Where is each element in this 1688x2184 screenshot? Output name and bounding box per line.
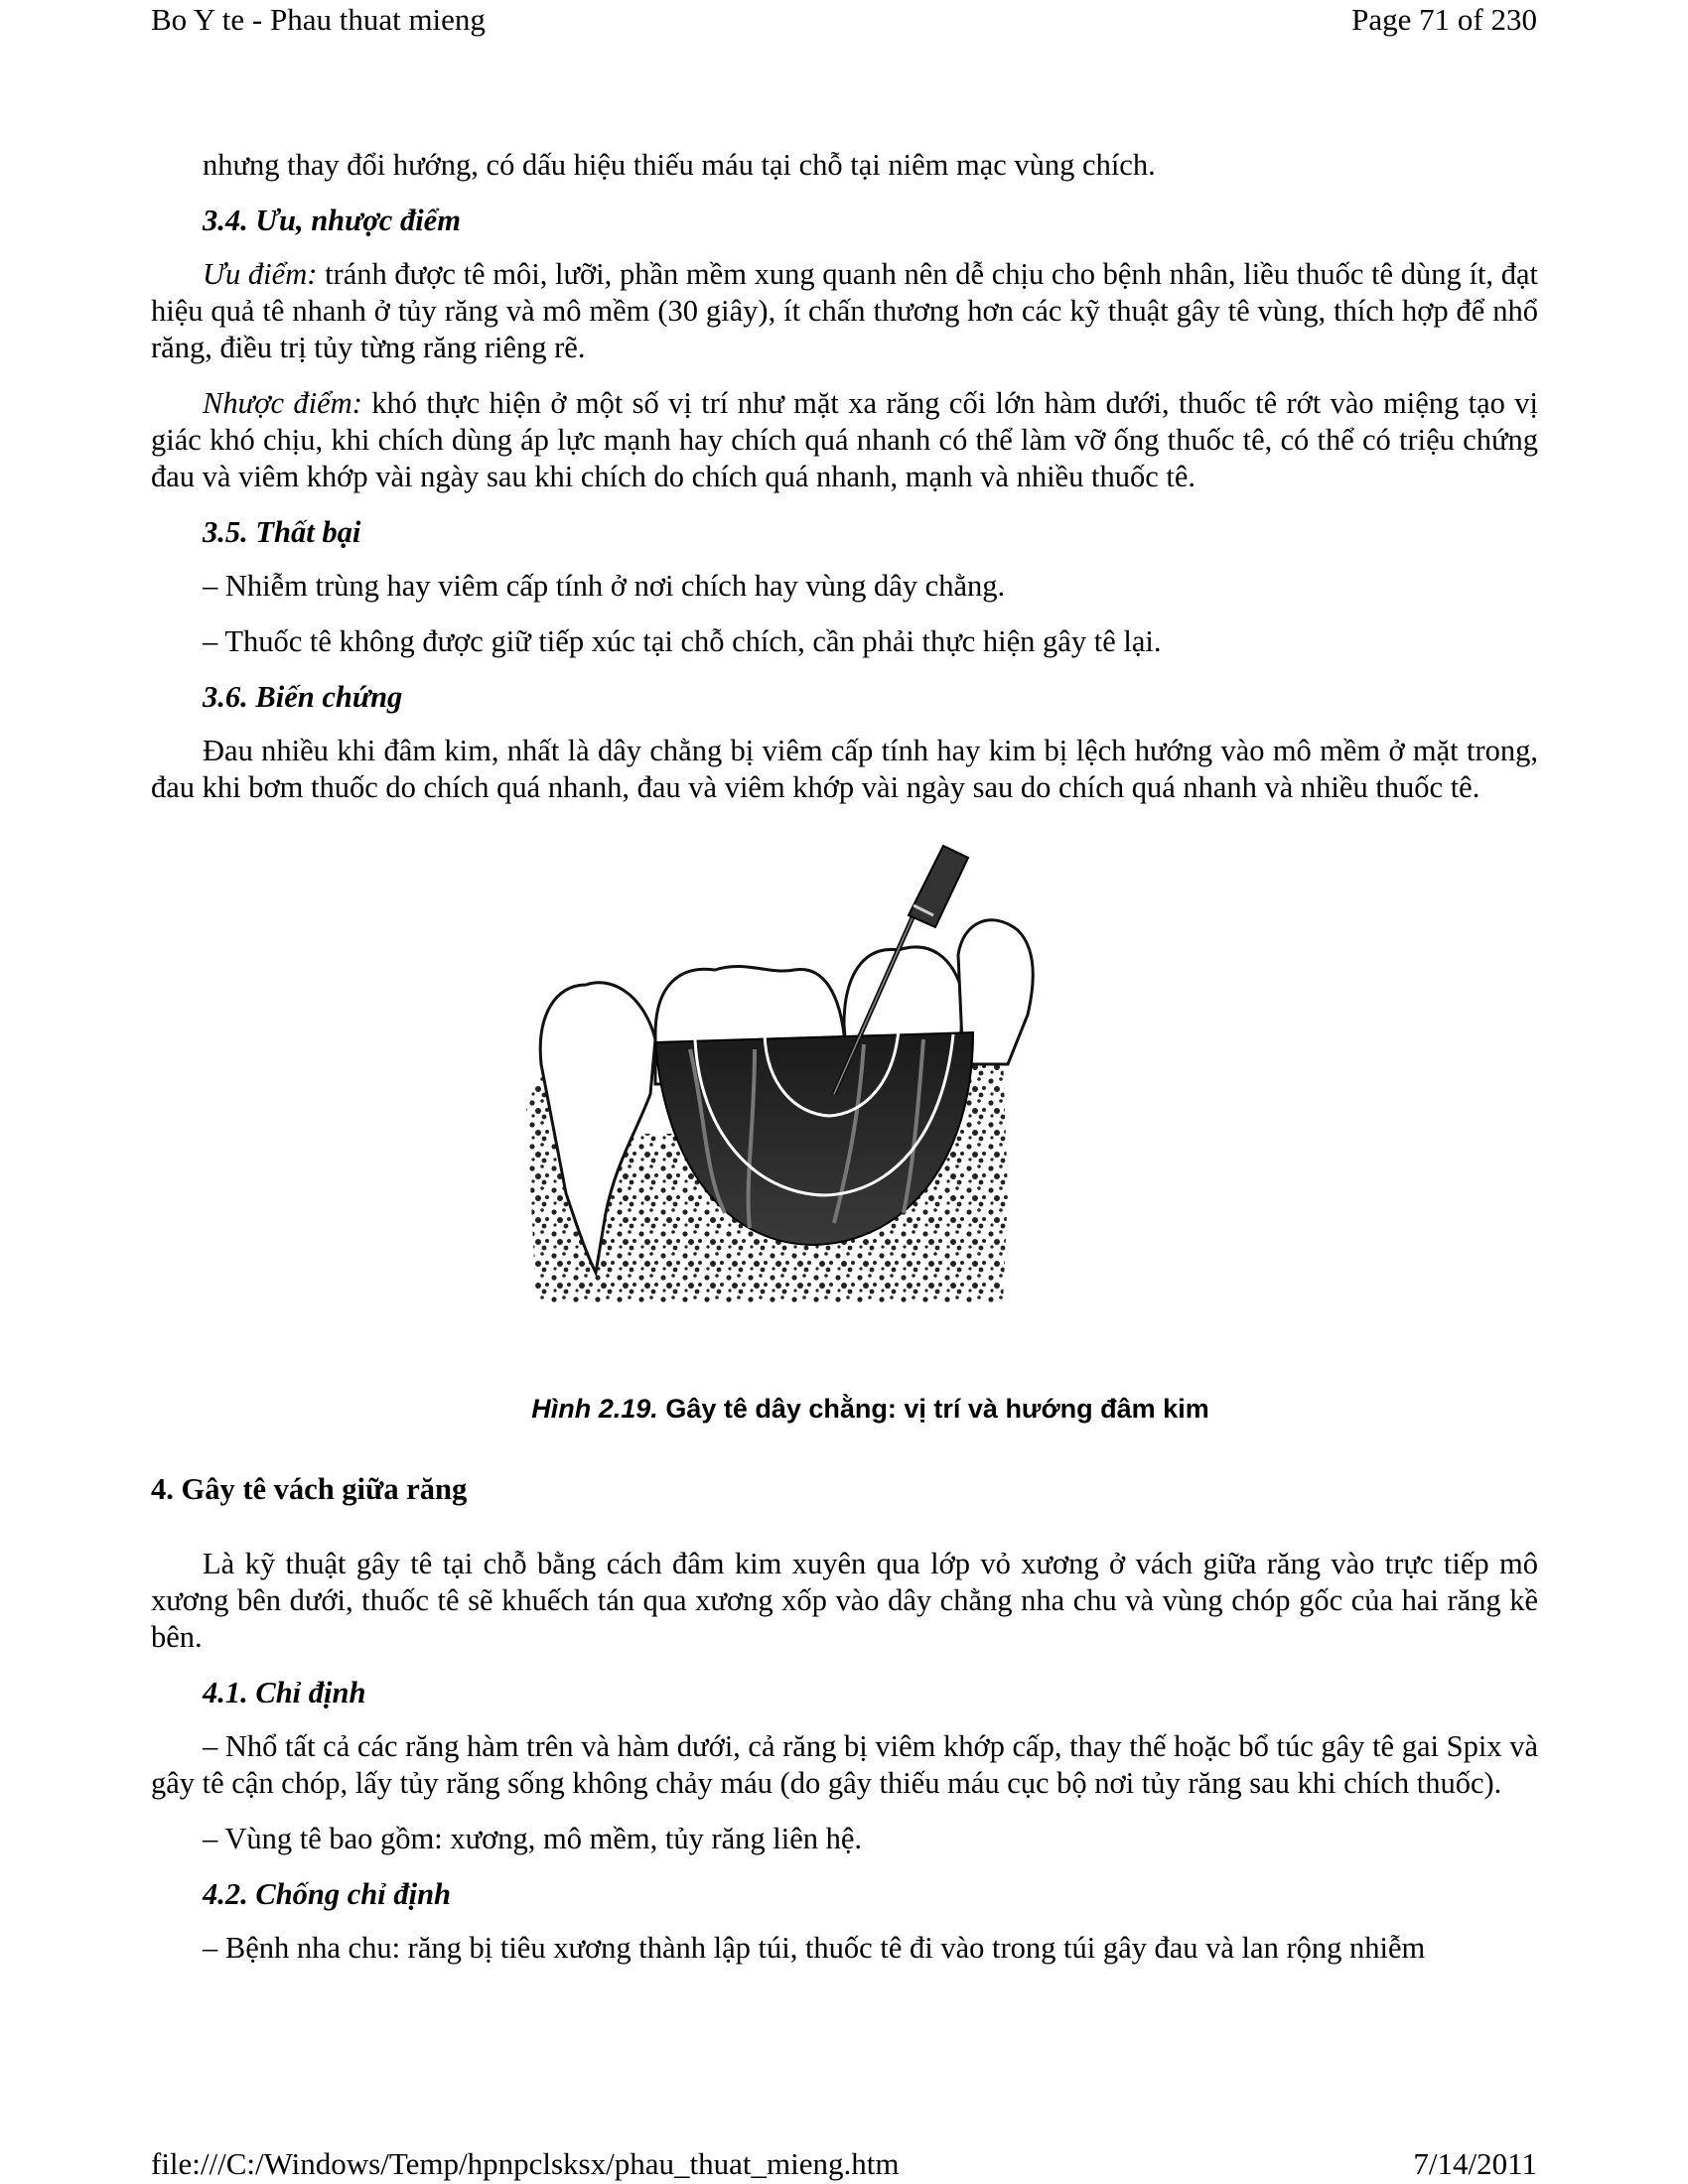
tooth-injection-illustration: [506, 836, 1043, 1332]
list-item-indication-2: – Vùng tê bao gồm: xương, mô mềm, tủy răng liên hệ.: [203, 1822, 863, 1855]
paragraph-interseptal: Là kỹ thuật gây tê tại chỗ bằng cách đâm kim xuyên qua lớp vỏ xương ở vách giữa răng vào trực tiếp mô xương bên dưới, thuốc tê sẽ khuếch tán qua xương xốp vào dây chằng nha chu và vùng chóp gốc của hai răng kề bên.: [151, 1547, 1538, 1654]
section-heading-3-5: 3.5. Thất bại: [203, 515, 361, 549]
figure-ligament-injection: [151, 836, 1538, 1392]
list-item-contraindication-1: – Bệnh nha chu: răng bị tiêu xương thành lập túi, thuốc tê đi vào trong túi gây đau và lan rộng nhiễm: [203, 1931, 1426, 1965]
section-heading-4: 4. Gây tê vách giữa răng: [151, 1472, 468, 1506]
section-heading-3-6: 3.6. Biến chứng: [203, 680, 403, 714]
paragraph-disadvantages: [151, 385, 1538, 495]
list-item-indication-1: – Nhổ tất cả các răng hàm trên và hàm dưới, cả răng bị viêm khớp cấp, thay thế hoặc bổ túc gây tê gai Spix và gây tê cận chóp, lấy tủy răng sống không chảy máu (do gây thiếu máu cục bộ nơi tủy răng sau khi chích thuốc).: [151, 1729, 1538, 1800]
paragraph-complications: Đau nhiều khi đâm kim, nhất là dây chằng bị viêm cấp tính hay kim bị lệch hướng vào mô mềm ở mặt trong, đau khi bơm thuốc do chích quá nhanh, đau và viêm khớp vài ngày sau do chích quá nhanh và nhiều thuốc tê.: [151, 734, 1538, 804]
figure-caption: [151, 1392, 1538, 1426]
figure-number: Hình 2.19.: [531, 1394, 658, 1424]
advantages-text: tránh được tê môi, lưỡi, phần mềm xung quanh nên dễ chịu cho bệnh nhân, liều thuốc tê dùng ít, đạt hiệu quả tê nhanh ở tủy răng và mô mềm (30 giây), ít chấn thương hơn các kỹ thuật gây tê vùng, thích hợp để nhổ răng, điều trị tủy từng răng riêng rẽ.: [151, 257, 1538, 364]
footer-file-path: file:///C:/Windows/Temp/hpnpclsksx/phau_thuat_mieng.htm: [151, 2146, 900, 2181]
figure-caption-text: Gây tê dây chằng: vị trí và hướng đâm kim: [657, 1394, 1209, 1424]
section-heading-3-4: 3.4. Ưu, nhược điểm: [203, 204, 461, 237]
section-heading-4-1: 4.1. Chỉ định: [203, 1676, 366, 1709]
list-item-failure-1: – Nhiễm trùng hay viêm cấp tính ở nơi chích hay vùng dây chằng.: [203, 569, 1006, 603]
header-title: Bo Y te - Phau thuat mieng: [151, 2, 486, 37]
footer-date: 7/14/2011: [1413, 2146, 1537, 2181]
disadvantages-label: Nhược điểm:: [203, 386, 362, 420]
advantages-label: Ưu điểm:: [203, 257, 318, 291]
list-item-failure-2: – Thuốc tê không được giữ tiếp xúc tại chỗ chích, cần phải thực hiện gây tê lại.: [203, 624, 1162, 658]
document-body: [151, 147, 1538, 1985]
paragraph-advantages: [151, 256, 1538, 366]
paragraph-continued: nhưng thay đổi hướng, có dấu hiệu thiếu máu tại chỗ tại niêm mạc vùng chích.: [203, 148, 1156, 182]
disadvantages-text: khó thực hiện ở một số vị trí như mặt xa răng cối lớn hàm dưới, thuốc tê rớt vào miệng tạo vị giác khó chịu, khi chích dùng áp lực mạnh hay chích quá nhanh có thể làm vỡ ống thuốc tê, có thể có triệu chứng đau và viêm khớp vài ngày sau khi chích do chích quá nhanh, mạnh và nhiều thuốc tê.: [151, 386, 1538, 493]
section-heading-4-2: 4.2. Chống chỉ định: [203, 1877, 452, 1911]
header-page-number: Page 71 of 230: [1351, 2, 1537, 37]
